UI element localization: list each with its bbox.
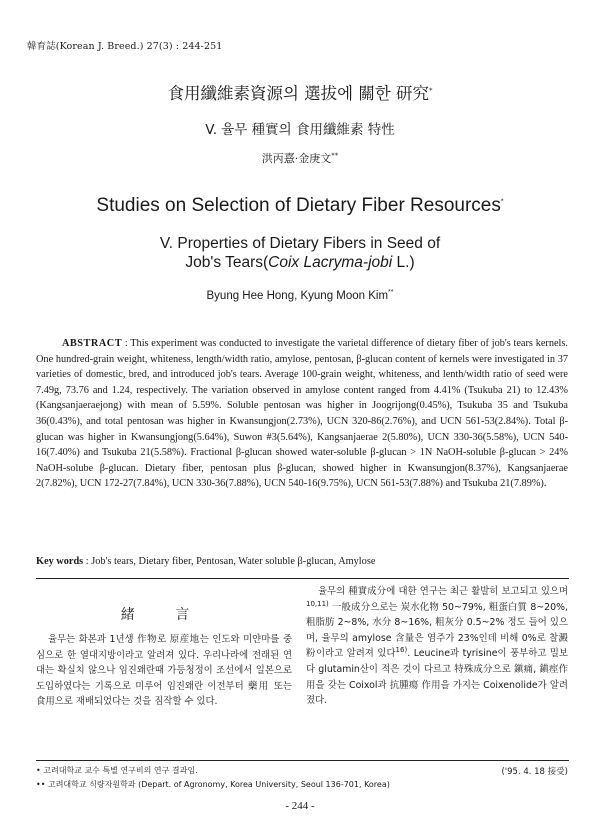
footnote-1: • 고려대학교 교수 특별 연구비의 연구 결과임. [36, 766, 198, 775]
species-name: Coix Lacryma-jobi [268, 254, 393, 271]
english-subtitle-line2 [0, 253, 600, 272]
english-title [0, 195, 600, 217]
english-subtitle-suffix: L.) [392, 254, 415, 271]
intro-paragraph-2-part3: . Leucine과 tyrisine이 풍부하고 밀보다 glutamin산이 적은 것이 다르고 特殊成分으로 鎭痛, 鎭痙作用을 갖는 Coixol과 抗腫瘍 作用을 가지는 Coixenolide가 알려졌다. [306, 648, 568, 707]
intro-paragraph-1: 율무는 화본과 1년생 作物로 原産地는 인도와 미얀마를 중심으로 한 열대지방이라고 알려져 있다. 우리나라에 전래된 연대는 확실치 않으나 임진왜란때 가등청정이 조선에서 일본으로 도입하였다는 기록으로 미루어 임진왜란 이전부터 藥用 또는 食用으로 재배되었다는 것을 짐작할 수 있다. [36, 634, 292, 708]
footnote-2: •• 고려대학교 식량자원학과 (Depart. of Agronomy, Korea University, Seoul 136-701, Korea) [36, 780, 390, 789]
english-subtitle [0, 234, 600, 272]
introduction-heading: 緒 言 [120, 607, 208, 623]
page-number: - 244 - [285, 800, 315, 812]
korean-subtitle: V. 율무 種實의 食用纖維素 特性 [205, 122, 395, 138]
english-subtitle-line1: V. Properties of Dietary Fibers in Seed of [159, 235, 441, 252]
intro-right-column [306, 584, 568, 709]
abstract [36, 336, 568, 492]
intro-paragraph-2-part2: 一般成分으로는 炭水化物 50~79%, 粗蛋白質 8~20%, 粗脂肪 2~8%, 水分 8~16%, 粗灰分 0.5~2% 정도 들어 있으며, 율무의 amylose 含量은 염주가 23%인데 비해 0%로 찰澱粉이라고 알려져 있다 [306, 601, 568, 660]
intro-left-column [36, 632, 292, 710]
citation-ref-1: 10,11) [306, 599, 329, 608]
journal-citation: 韓育誌(Korean J. Breed.) 27(3) : 244-251 [27, 41, 223, 52]
abstract-text: : This experiment was conducted to investigate the varietal difference of dietary fiber of job's tears kernels. One hundred-grain weight, whiteness, length/width ratio, amylose, pentosan, β-glucan content of kernels were investigated in 37 varieties of domestic, bred, and introduced job's tears. Average 100-grain weight, whiteness, and lenth/width ratio of seed were 7.49g, 73.76 and 1.24, respectively. The variation observed in amylose content ranged from 4.41% (Tsukuba 21) to 12.43% (Kangsanjaeraejong) with mean of 5.59%. Soluble pentosan was higher in Joogrijong(0.45%), Tsukuba 35 and Tsukuba 36(0.43%), and total pentosan was higher in Kwansungjon(2.73%), UCN 320-86(2.76%), and UCN 561-53(2.84%). Total β-glucan was higher in Kwansungjong(5.64%), Suwon #3(5.64%), Kangsanjaerae 2(5.80%), UCN 330-36(5.58%), UCN 540-16(7.40%) and Tsukuba 21(5.58%). Fractional β-glucan showed water-soluble β-glucan > 1N NaOH-soluble β-glucan > 24% NaOH-solube β-glucan. Dietary fiber, pentosan plus β-glucan, showed higher in Kwansungjon(8.37%), Kangsanjaerae 2(7.82%), UCN 172-27(7.84%), UCN 330-36(7.88%), UCN 540-16(9.75%), UCN 561-53(7.88%) and Tsukuba 21(7.89%). [36, 338, 568, 490]
keywords-text: : Job's tears, Dietary fiber, Pentosan, Water soluble β-glucan, Amylose [83, 556, 376, 567]
english-authors-footnote-mark: ** [388, 289, 394, 297]
english-subtitle-prefix: Job's Tears( [185, 254, 269, 271]
korean-authors [0, 150, 600, 166]
received-date: ('95. 4. 18 接受) [501, 767, 568, 777]
english-authors-text: Byung Hee Hong, Kyung Moon Kim [206, 290, 389, 302]
keywords-label: Key words [36, 556, 84, 567]
keywords [36, 556, 568, 567]
intro-paragraph-2 [306, 584, 568, 709]
korean-title-footnote-mark: * [429, 86, 433, 95]
korean-authors-text: 洪丙憙·金庚文 [261, 152, 332, 165]
section-divider [36, 578, 569, 579]
korean-title-text: 食用纖維素資源의 選拔에 關한 研究 [167, 84, 430, 103]
abstract-label: ABSTRACT [62, 338, 123, 349]
footnote-divider [36, 760, 569, 761]
english-title-text: Studies on Selection of Dietary Fiber Resources [96, 195, 501, 216]
citation-ref-2: 16) [395, 646, 408, 655]
english-title-footnote-mark: * [500, 198, 504, 206]
english-authors [0, 290, 600, 302]
korean-authors-footnote-mark: ** [331, 151, 339, 160]
intro-paragraph-2-part1: 율무의 種實成分에 대한 연구는 최근 활발히 보고되고 있으며 [318, 586, 568, 597]
korean-title [0, 80, 600, 104]
